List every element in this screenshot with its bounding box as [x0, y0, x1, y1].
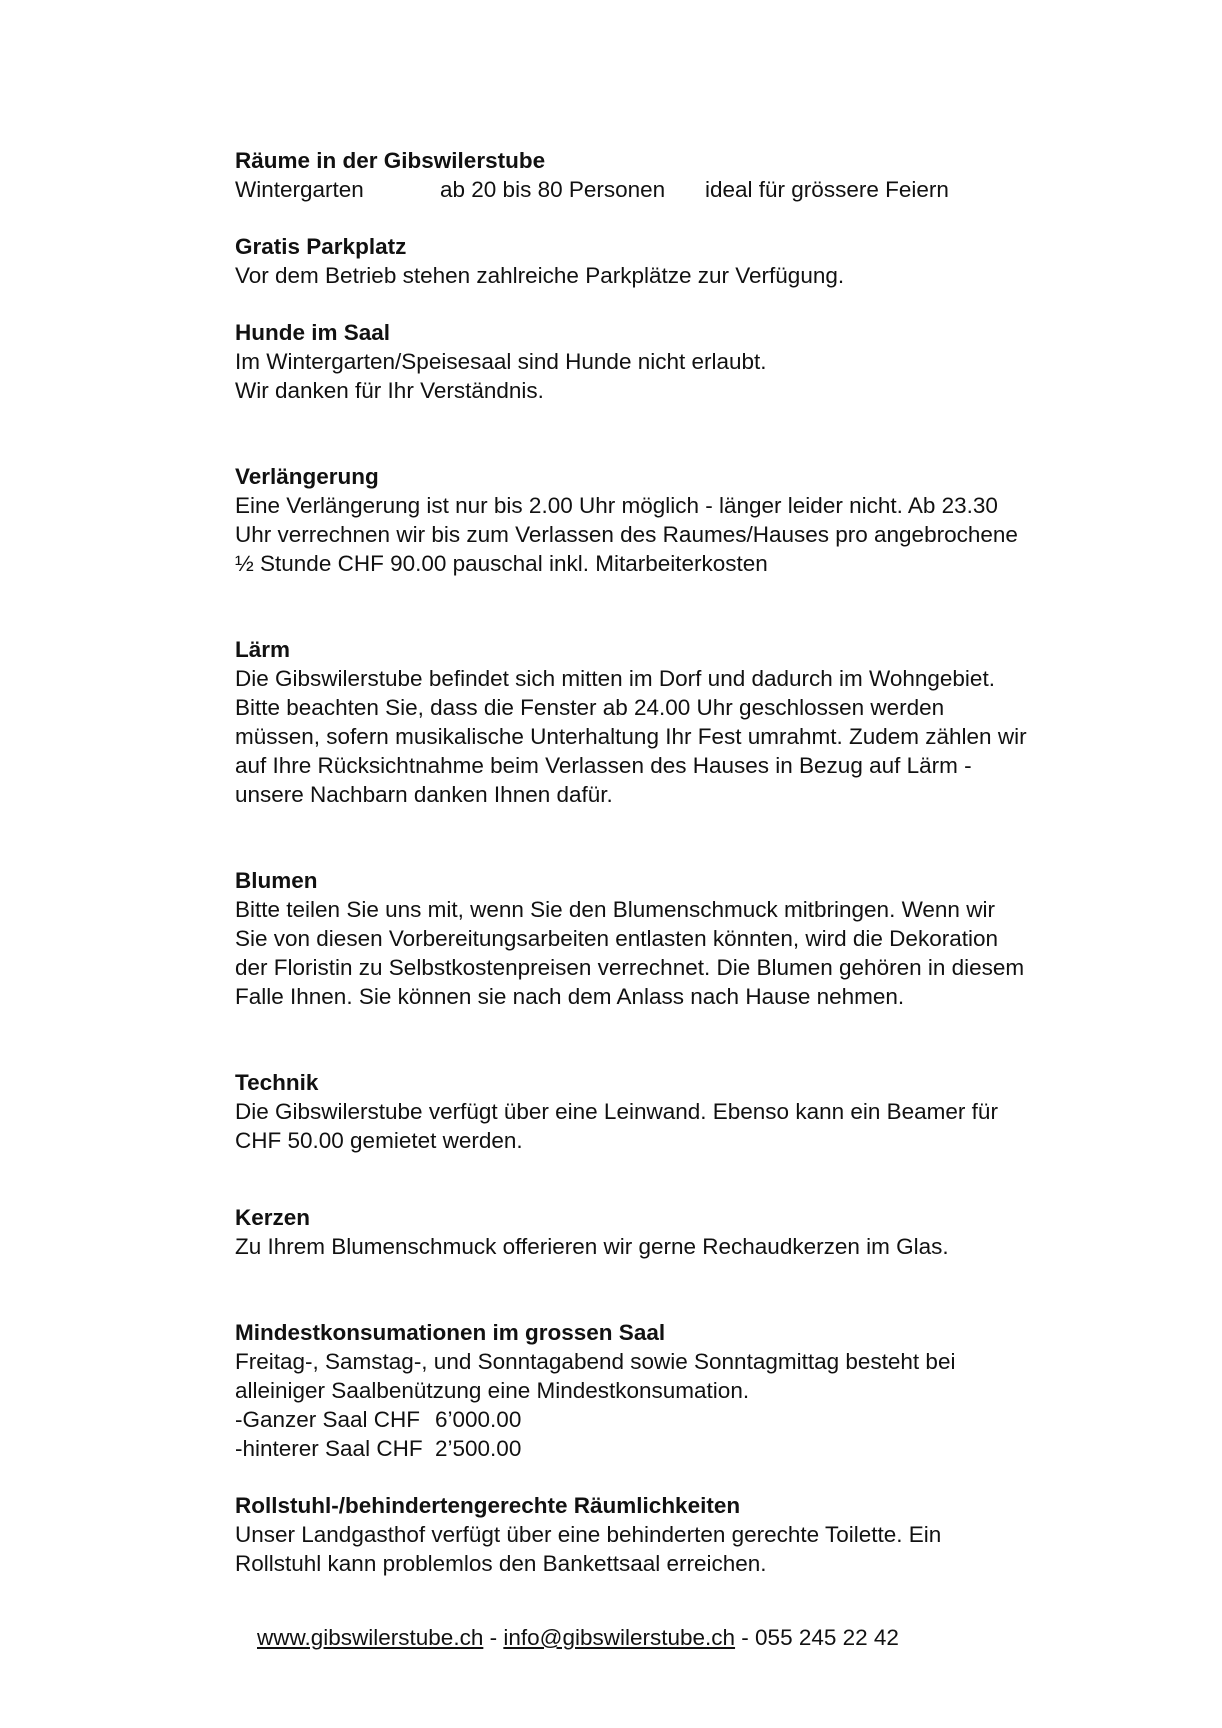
text-line: Sie von diesen Vorbereitungsarbeiten entlasten könnten, wird die Dekoration [235, 926, 998, 951]
text-line: unsere Nachbarn danken Ihnen dafür. [235, 782, 613, 807]
text-line: müssen, sofern musikalische Unterhaltung Ihr Fest umrahmt. Zudem zählen wir [235, 724, 1027, 749]
section-blumen [235, 866, 1135, 1011]
text-line: Rollstuhl kann problemlos den Bankettsaal erreichen. [235, 1551, 767, 1576]
text-line: Im Wintergarten/Speisesaal sind Hunde nicht erlaubt. [235, 349, 767, 374]
section-title: Blumen [235, 868, 318, 893]
text-line: Bitte beachten Sie, dass die Fenster ab 24.00 Uhr geschlossen werden [235, 695, 945, 720]
section-title: Technik [235, 1070, 319, 1095]
section-mindestkonsumation [235, 1318, 1135, 1463]
room-name: Wintergarten [235, 177, 364, 202]
room-note: ideal für grössere Feiern [705, 177, 949, 202]
text-line: Eine Verlängerung ist nur bis 2.00 Uhr möglich - länger leider nicht. Ab 23.30 [235, 493, 998, 518]
price-amount: 2’500.00 [435, 1436, 522, 1461]
section-rollstuhl [235, 1491, 1135, 1578]
section-title: Mindestkonsumationen im grossen Saal [235, 1320, 666, 1345]
section-title: Verlängerung [235, 464, 379, 489]
text-line: der Floristin zu Selbstkostenpreisen verrechnet. Die Blumen gehören in diesem [235, 955, 1025, 980]
section-raeume [235, 146, 1135, 204]
section-parkplatz [235, 232, 1135, 290]
text-line: Falle Ihnen. Sie können sie nach dem Anlass nach Hause nehmen. [235, 984, 905, 1009]
section-title: Hunde im Saal [235, 320, 391, 345]
room-capacity: ab 20 bis 80 Personen [440, 177, 666, 202]
text-line: Freitag-, Samstag-, und Sonntagabend sowie Sonntagmittag besteht bei [235, 1349, 956, 1374]
phone-number: 055 245 22 42 [755, 1625, 899, 1650]
text-line: Unser Landgasthof verfügt über eine behinderten gerechte Toilette. Ein [235, 1522, 942, 1547]
text-line: ½ Stunde CHF 90.00 pauschal inkl. Mitarbeiterkosten [235, 551, 768, 576]
price-row [235, 1405, 1135, 1434]
text-line: alleiniger Saalbenützung eine Mindestkonsumation. [235, 1378, 750, 1403]
section-hunde [235, 318, 1135, 405]
section-laerm [235, 635, 1135, 809]
section-title: Räume in der Gibswilerstube [235, 148, 546, 173]
footer-separator: - [735, 1625, 756, 1650]
text-line: Uhr verrechnen wir bis zum Verlassen des Raumes/Hauses pro angebrochene [235, 522, 1018, 547]
section-verlaengerung [235, 462, 1135, 578]
room-row [235, 175, 1135, 204]
price-label: -Ganzer Saal CHF [235, 1407, 421, 1432]
section-title: Kerzen [235, 1205, 311, 1230]
text-line: Vor dem Betrieb stehen zahlreiche Parkplätze zur Verfügung. [235, 263, 845, 288]
text-line: auf Ihre Rücksichtnahme beim Verlassen des Hauses in Bezug auf Lärm - [235, 753, 972, 778]
website-link[interactable]: www.gibswilerstube.ch [257, 1625, 484, 1650]
price-label: -hinterer Saal CHF [235, 1436, 423, 1461]
text-line: Die Gibswilerstube befindet sich mitten im Dorf und dadurch im Wohngebiet. [235, 666, 995, 691]
section-title: Gratis Parkplatz [235, 234, 407, 259]
section-technik [235, 1068, 1135, 1155]
text-line: Bitte teilen Sie uns mit, wenn Sie den Blumenschmuck mitbringen. Wenn wir [235, 897, 995, 922]
email-link[interactable]: info@gibswilerstube.ch [503, 1625, 736, 1650]
price-row [235, 1434, 1135, 1463]
text-line: Wir danken für Ihr Verständnis. [235, 378, 544, 403]
section-kerzen [235, 1203, 1135, 1261]
section-title: Rollstuhl-/behindertengerechte Räumlichkeiten [235, 1493, 741, 1518]
text-line: Die Gibswilerstube verfügt über eine Leinwand. Ebenso kann ein Beamer für [235, 1099, 998, 1124]
text-line: CHF 50.00 gemietet werden. [235, 1128, 523, 1153]
section-title: Lärm [235, 637, 291, 662]
text-line: Zu Ihrem Blumenschmuck offerieren wir gerne Rechaudkerzen im Glas. [235, 1234, 949, 1259]
price-amount: 6’000.00 [435, 1407, 522, 1432]
footer-separator: - [483, 1625, 504, 1650]
